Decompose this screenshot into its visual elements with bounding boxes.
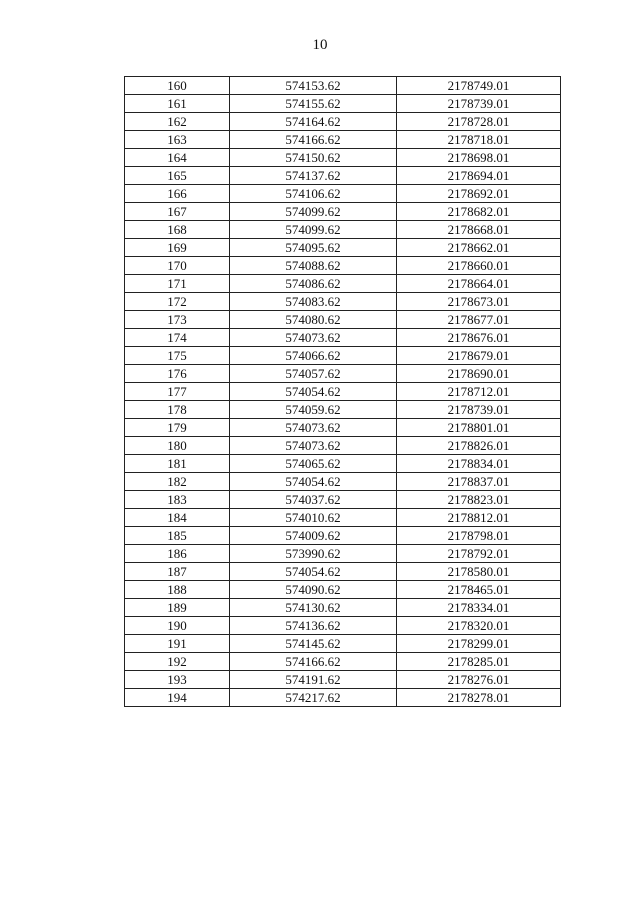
table-row [125, 167, 561, 185]
y-coordinate-cell: 2178662.01 [397, 239, 561, 257]
table-row [125, 563, 561, 581]
table-row [125, 257, 561, 275]
x-coordinate-cell: 574145.62 [230, 635, 397, 653]
y-coordinate-cell: 2178826.01 [397, 437, 561, 455]
x-coordinate-cell: 574090.62 [230, 581, 397, 599]
table-row [125, 581, 561, 599]
x-coordinate-cell: 574073.62 [230, 419, 397, 437]
x-coordinate-cell: 574166.62 [230, 653, 397, 671]
point-number-cell: 167 [125, 203, 230, 221]
x-coordinate-cell: 574037.62 [230, 491, 397, 509]
x-coordinate-cell: 574073.62 [230, 329, 397, 347]
point-number-cell: 175 [125, 347, 230, 365]
x-coordinate-cell: 574054.62 [230, 383, 397, 401]
x-coordinate-cell: 574059.62 [230, 401, 397, 419]
x-coordinate-cell: 574073.62 [230, 437, 397, 455]
x-coordinate-cell: 574136.62 [230, 617, 397, 635]
y-coordinate-cell: 2178712.01 [397, 383, 561, 401]
x-coordinate-cell: 574137.62 [230, 167, 397, 185]
y-coordinate-cell: 2178682.01 [397, 203, 561, 221]
table-row [125, 293, 561, 311]
table-row [125, 131, 561, 149]
x-coordinate-cell: 574099.62 [230, 203, 397, 221]
y-coordinate-cell: 2178792.01 [397, 545, 561, 563]
y-coordinate-cell: 2178278.01 [397, 689, 561, 707]
x-coordinate-cell: 574153.62 [230, 77, 397, 95]
x-coordinate-cell: 574083.62 [230, 293, 397, 311]
point-number-cell: 184 [125, 509, 230, 527]
y-coordinate-cell: 2178728.01 [397, 113, 561, 131]
x-coordinate-cell: 574166.62 [230, 131, 397, 149]
x-coordinate-cell: 574164.62 [230, 113, 397, 131]
x-coordinate-cell: 574086.62 [230, 275, 397, 293]
table-row [125, 599, 561, 617]
x-coordinate-cell: 574054.62 [230, 473, 397, 491]
point-number-cell: 185 [125, 527, 230, 545]
table-row [125, 275, 561, 293]
x-coordinate-cell: 574088.62 [230, 257, 397, 275]
x-coordinate-cell: 574217.62 [230, 689, 397, 707]
table-row [125, 437, 561, 455]
table-row [125, 77, 561, 95]
y-coordinate-cell: 2178749.01 [397, 77, 561, 95]
y-coordinate-cell: 2178692.01 [397, 185, 561, 203]
x-coordinate-cell: 574191.62 [230, 671, 397, 689]
table-row [125, 455, 561, 473]
page-number: 10 [312, 37, 328, 53]
x-coordinate-cell: 574150.62 [230, 149, 397, 167]
x-coordinate-cell: 573990.62 [230, 545, 397, 563]
y-coordinate-cell: 2178698.01 [397, 149, 561, 167]
table-row [125, 473, 561, 491]
table-row [125, 509, 561, 527]
table-row [125, 311, 561, 329]
table-row [125, 95, 561, 113]
x-coordinate-cell: 574010.62 [230, 509, 397, 527]
point-number-cell: 177 [125, 383, 230, 401]
y-coordinate-cell: 2178694.01 [397, 167, 561, 185]
y-coordinate-cell: 2178276.01 [397, 671, 561, 689]
table-row [125, 419, 561, 437]
y-coordinate-cell: 2178676.01 [397, 329, 561, 347]
point-number-cell: 173 [125, 311, 230, 329]
table-row [125, 527, 561, 545]
point-number-cell: 166 [125, 185, 230, 203]
point-number-cell: 165 [125, 167, 230, 185]
table-row [125, 383, 561, 401]
point-number-cell: 169 [125, 239, 230, 257]
table-row [125, 653, 561, 671]
point-number-cell: 162 [125, 113, 230, 131]
y-coordinate-cell: 2178465.01 [397, 581, 561, 599]
point-number-cell: 193 [125, 671, 230, 689]
point-number-cell: 190 [125, 617, 230, 635]
point-number-cell: 170 [125, 257, 230, 275]
y-coordinate-cell: 2178299.01 [397, 635, 561, 653]
point-number-cell: 186 [125, 545, 230, 563]
coordinates-table [124, 76, 561, 707]
table-row [125, 689, 561, 707]
table-row [125, 491, 561, 509]
x-coordinate-cell: 574009.62 [230, 527, 397, 545]
table-row [125, 203, 561, 221]
point-number-cell: 171 [125, 275, 230, 293]
point-number-cell: 188 [125, 581, 230, 599]
y-coordinate-cell: 2178580.01 [397, 563, 561, 581]
point-number-cell: 189 [125, 599, 230, 617]
y-coordinate-cell: 2178718.01 [397, 131, 561, 149]
point-number-cell: 161 [125, 95, 230, 113]
x-coordinate-cell: 574095.62 [230, 239, 397, 257]
point-number-cell: 179 [125, 419, 230, 437]
table-row [125, 671, 561, 689]
point-number-cell: 176 [125, 365, 230, 383]
point-number-cell: 194 [125, 689, 230, 707]
point-number-cell: 180 [125, 437, 230, 455]
y-coordinate-cell: 2178664.01 [397, 275, 561, 293]
y-coordinate-cell: 2178673.01 [397, 293, 561, 311]
x-coordinate-cell: 574099.62 [230, 221, 397, 239]
y-coordinate-cell: 2178690.01 [397, 365, 561, 383]
point-number-cell: 191 [125, 635, 230, 653]
table-row [125, 617, 561, 635]
point-number-cell: 163 [125, 131, 230, 149]
x-coordinate-cell: 574066.62 [230, 347, 397, 365]
point-number-cell: 182 [125, 473, 230, 491]
y-coordinate-cell: 2178668.01 [397, 221, 561, 239]
table-row [125, 365, 561, 383]
y-coordinate-cell: 2178679.01 [397, 347, 561, 365]
point-number-cell: 187 [125, 563, 230, 581]
y-coordinate-cell: 2178801.01 [397, 419, 561, 437]
x-coordinate-cell: 574054.62 [230, 563, 397, 581]
x-coordinate-cell: 574065.62 [230, 455, 397, 473]
table-row [125, 239, 561, 257]
y-coordinate-cell: 2178677.01 [397, 311, 561, 329]
y-coordinate-cell: 2178798.01 [397, 527, 561, 545]
point-number-cell: 178 [125, 401, 230, 419]
table-row [125, 221, 561, 239]
table-row [125, 347, 561, 365]
y-coordinate-cell: 2178739.01 [397, 401, 561, 419]
y-coordinate-cell: 2178739.01 [397, 95, 561, 113]
point-number-cell: 172 [125, 293, 230, 311]
table-row [125, 329, 561, 347]
point-number-cell: 192 [125, 653, 230, 671]
y-coordinate-cell: 2178334.01 [397, 599, 561, 617]
y-coordinate-cell: 2178837.01 [397, 473, 561, 491]
y-coordinate-cell: 2178812.01 [397, 509, 561, 527]
table-row [125, 185, 561, 203]
point-number-cell: 174 [125, 329, 230, 347]
x-coordinate-cell: 574080.62 [230, 311, 397, 329]
table-row [125, 149, 561, 167]
y-coordinate-cell: 2178660.01 [397, 257, 561, 275]
point-number-cell: 183 [125, 491, 230, 509]
y-coordinate-cell: 2178823.01 [397, 491, 561, 509]
point-number-cell: 181 [125, 455, 230, 473]
y-coordinate-cell: 2178834.01 [397, 455, 561, 473]
x-coordinate-cell: 574057.62 [230, 365, 397, 383]
table-row [125, 113, 561, 131]
point-number-cell: 160 [125, 77, 230, 95]
y-coordinate-cell: 2178320.01 [397, 617, 561, 635]
y-coordinate-cell: 2178285.01 [397, 653, 561, 671]
point-number-cell: 164 [125, 149, 230, 167]
table-row [125, 401, 561, 419]
x-coordinate-cell: 574130.62 [230, 599, 397, 617]
table-row [125, 545, 561, 563]
point-number-cell: 168 [125, 221, 230, 239]
x-coordinate-cell: 574155.62 [230, 95, 397, 113]
coordinates-table-body [125, 77, 561, 707]
table-row [125, 635, 561, 653]
x-coordinate-cell: 574106.62 [230, 185, 397, 203]
